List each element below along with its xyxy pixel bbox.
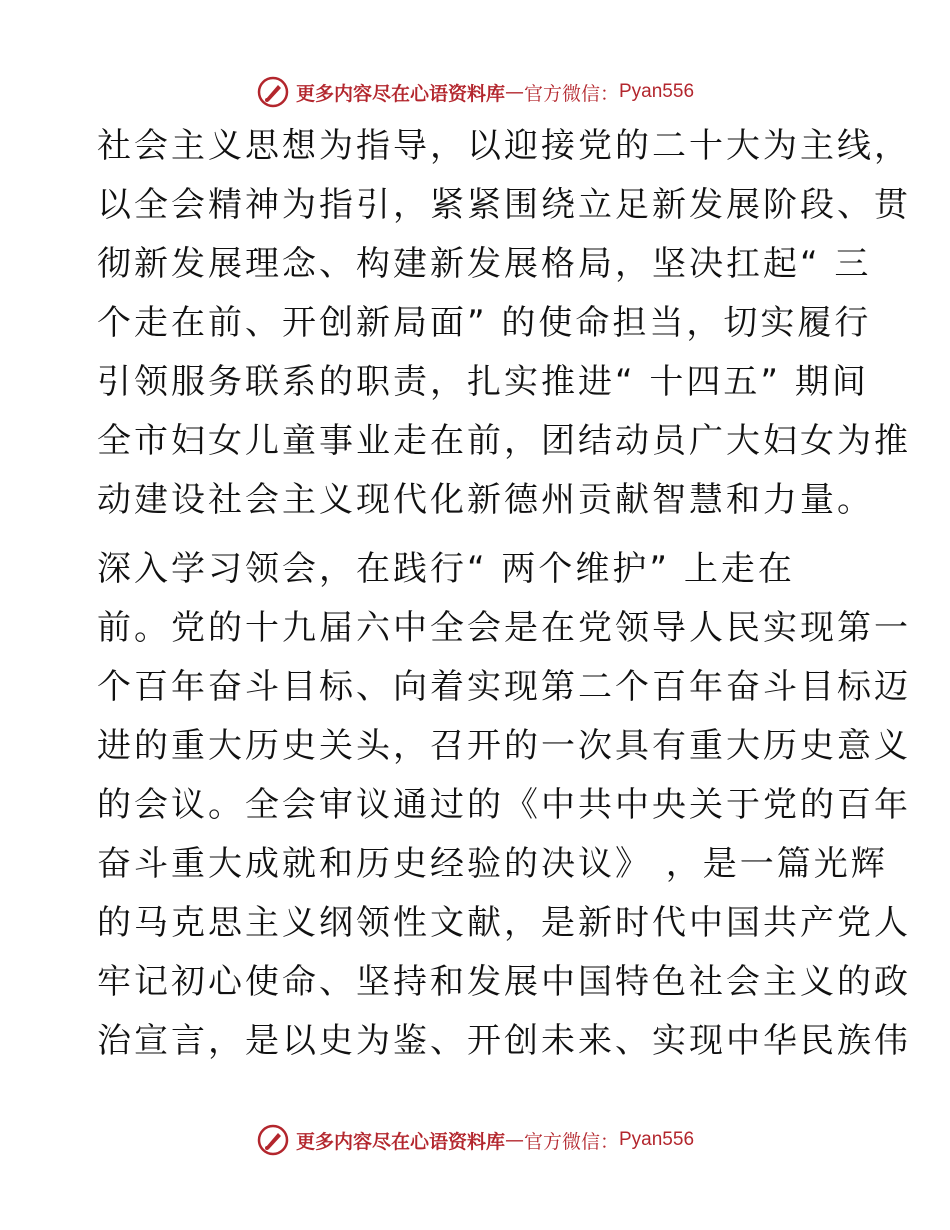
footer-watermark — [0, 1120, 950, 1160]
text-line: 深入学习领会，在践行“ 两个维护” 上走在 — [97, 549, 795, 589]
text-line: 的会议。全会审议通过的《中共中央关于党的百年 — [97, 785, 911, 825]
text-line: 社会主义思想为指导，以迎接党的二十大为主线， — [97, 126, 911, 166]
text-line: 个走在前、开创新局面” 的使命担当，切实履行 — [97, 303, 872, 343]
text-line: 奋斗重大成就和历史经验的决议》 ，是一篇光辉 — [97, 844, 888, 884]
watermark-main-text: 更多内容尽在心语资料库 — [295, 82, 505, 105]
text-line: 治宣言，是以史为鉴、开创未来、实现中华民族伟 — [97, 1021, 911, 1061]
text-line: 前。党的十九届六中全会是在党领导人民实现第一 — [97, 608, 911, 648]
paragraph-1 — [97, 117, 911, 530]
text-line: 引领服务联系的职责，扎实推进“ 十四五” 期间 — [97, 362, 869, 402]
header-watermark — [0, 72, 950, 112]
watermark-dash: — — [504, 81, 524, 103]
quill-logo-icon — [256, 75, 290, 109]
watermark-wechat-label: 官方微信： — [523, 1130, 619, 1153]
text-line: 全市妇女儿童事业走在前，团结动员广大妇女为推 — [97, 421, 911, 461]
text-line: 以全会精神为指引，紧紧围绕立足新发展阶段、贯 — [97, 185, 911, 225]
text-line: 彻新发展理念、构建新发展格局，坚决扛起“ 三 — [97, 244, 872, 284]
text-line: 牢记初心使命、坚持和发展中国特色社会主义的政 — [97, 962, 911, 1002]
paragraph-2 — [97, 540, 911, 1071]
watermark-main-text: 更多内容尽在心语资料库 — [295, 1130, 505, 1153]
quill-logo-icon — [256, 1123, 290, 1157]
watermark-dash: — — [504, 1129, 524, 1151]
text-line: 的马克思主义纲领性文献，是新时代中国共产党人 — [97, 903, 911, 943]
watermark-wechat-id: Pyan556 — [619, 81, 695, 102]
text-line: 进的重大历史关头，召开的一次具有重大历史意义 — [97, 726, 911, 766]
text-line: 个百年奋斗目标、向着实现第二个百年奋斗目标迈 — [97, 667, 911, 707]
text-line: 动建设社会主义现代化新德州贡献智慧和力量。 — [97, 480, 874, 520]
watermark-wechat-label: 官方微信： — [523, 82, 619, 105]
watermark-wechat-id: Pyan556 — [619, 1129, 695, 1150]
